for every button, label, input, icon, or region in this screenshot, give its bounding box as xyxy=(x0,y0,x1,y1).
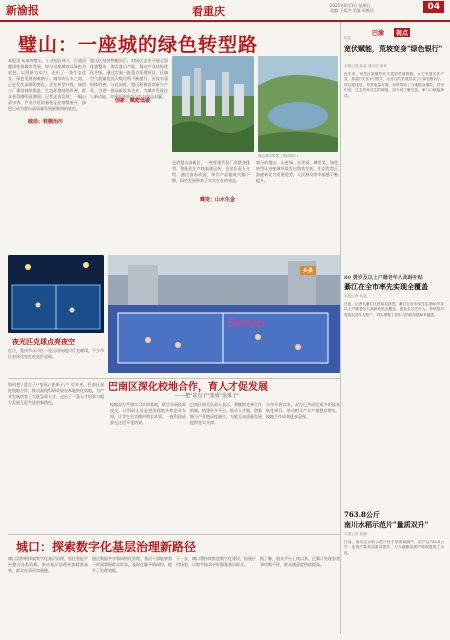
lead-article-column-4: 走进璧山高新区，一座座现代化厂房整齐排列，智能化生产线高速运转。企业负责人介绍，通过技术改造，单位产品能耗大幅下降，绿色发展带来了实实在在的效益。 xyxy=(172,160,250,183)
chengkou-story-column-3: 下一步，城口将持续推进数字化建设，拓展应用场景，让数字技术更好服务基层群众。 xyxy=(176,556,256,567)
banan-story-column-1: 如何把\"盆点子\"变成\"金果子\"？近年来，巴南区深化校地合作，推动高校科研成果在本地转化落地，为产业发展培育了大批急需人才，走出了一条人才培养与地方发展互促共进的新路径。 xyxy=(8,382,104,405)
newspaper-logo: 新渝报 xyxy=(6,4,39,17)
headline-badge: 头条 xyxy=(300,266,316,275)
chengkou-story-column-2: 通过数据共享和网格化管理，基层干部能够第一时间掌握群众诉求，及时化解矛盾纠纷，提升了治理效能。 xyxy=(92,556,172,573)
banan-story-column-3: 巴南区相关负责人表示，将继续完善合作机制，搭建更多平台，推动人才链、创新链与产业链深度融合，为地方高质量发展提供坚实支撑。 xyxy=(190,402,262,425)
side-byline-2: 本报记者 某某 xyxy=(344,294,367,298)
section-name: 看重庆 xyxy=(192,5,225,18)
photo2-caption: 璧山城市风景（资料图片） xyxy=(258,154,300,158)
side-headline-2a: 80 费岁及以上户籍老年人高龄补贴 xyxy=(344,275,423,281)
side-article-3: 日前，南川区水稻示范片经专家现场测产，亩产达763.8公斤，实现产量和品质双提升，为当地粮食增产增收提供了示范。 xyxy=(344,540,444,555)
masthead xyxy=(0,0,450,22)
banan-story-column-4: 合作开展以来，双方已共同完成多项技术转化项目，带动相关产业产值稳步增长，校地合作成效逐步显现。 xyxy=(266,402,340,419)
lead-photo-park xyxy=(258,56,338,152)
night-story-text: 近日，重庆市永川区一处运动场地内灯光璀璨，不少市民来到这里打夜光匹克球。 xyxy=(8,348,104,359)
sub-heading-breakthrough: 破局：铁腕治污 xyxy=(28,119,64,125)
side-byline-3: 本报记者 某某 xyxy=(344,532,367,536)
sub-heading-innovation: 创新：赋能低碳 xyxy=(115,98,151,104)
night-pickleball-photo xyxy=(8,255,104,333)
banan-story-title: 巴南区深化校地合作，育人才促发展 xyxy=(108,382,268,393)
lead-article-column-1: 本报讯 从前的璧山，工业园区林立，污染问题困扰着城市发展。如今这座城市以绿色为底色，以创新为动力，走出了一条生态优先、绿色发展的新路子。城市的山水之间，正在发生深刻的变化。企业转型升级，绿色工厂建设持续推进，生态环境持续改善，群众获得感明显增强。记者走访发现，一幅山清水秀、产业兴旺的画卷正在徐徐展开，绿色已成为璧山高质量发展最鲜明的底色。 xyxy=(8,58,86,111)
side-headline-3a: 763.8公斤 xyxy=(344,510,380,519)
banan-story-column-2: 校地双方共建实习实训基地，联合开展技术攻关，让科研人员走进田间地头和企业车间，让学生在实践中增长本领。一批科技成果在这里开花结果。 xyxy=(110,402,186,425)
side-column xyxy=(342,22,446,634)
side-divider xyxy=(340,22,341,634)
main-headline: 璧山：一座城的绿色转型路 xyxy=(18,34,259,56)
svg-text:Bishan: Bishan xyxy=(228,316,265,330)
night-story-title: 夜光匹克球点亮夜空 xyxy=(12,337,75,346)
side-headline-2b: 綦江在全市率先实现全覆盖 xyxy=(344,282,428,291)
chengkou-story-column-4: 据了解，相关平台上线以来，已累计处理各类事项数千件，群众满意度持续提高。 xyxy=(260,556,340,567)
side-article-1: 近年来，荣昌区某镇依托丰富的荒坡资源，大力发展光伏产业，探索\"光伏+\"模式，让昔日的荒坡变成了\"绿色银行\"。项目建成后，年发电量可观，有效带动了当地群众增收。村民们说，过去荒草丛生的坡地，如今成了聚宝盆，家门口就能挣钱。 xyxy=(344,72,444,98)
side-headline-1: 宽伏赋能，荒坡变身"绿色银行" xyxy=(344,44,443,53)
lead-article-column-2: 璧山区坚持铁腕治污，对园区企业开展全面排查整治，淘汰落后产能，推动产业结构优化升级。通过实施一批重点治理项目，区域空气质量优良天数比例不断提升，河流水质持续改善。与此同时，璧山积极培育新兴产业，引进一批高新技术企业，为城市发展注入新动能，实现经济效益与生态效益双赢。 xyxy=(90,58,168,99)
chengkou-story-column-1: 城口县积极探索数字化基层治理，依托智能平台整合各类资源，推动基层治理更加精准高效，群众办事更加便捷。 xyxy=(8,556,88,573)
park-photo-illustration xyxy=(258,56,338,152)
chengkou-story-title: 城口：探索数字化基层治理新路径 xyxy=(16,540,197,554)
city-photo-illustration xyxy=(172,56,254,152)
divider-line-2 xyxy=(8,534,340,535)
lead-article-column-5: 如今的璧山，山更绿、水更清、城更美。绿色转型让这座城市焕发出勃勃生机，生态优势正加速转化为发展优势，人民群众的幸福感不断提升。 xyxy=(256,160,338,183)
side-headline-3b: 南川水稻示范片"量质双升" xyxy=(344,520,429,529)
side-byline-1: 本报记者 某某 通讯员 某某 xyxy=(344,64,387,68)
page-number: 04 xyxy=(423,1,444,13)
side-section-tag: 综述 xyxy=(344,36,352,40)
issue-meta: 2025年8月3日 星期日 责编 王邦洪 美编 周艳玲 xyxy=(330,3,374,13)
sub-heading-transformation: 蝶变：山水生金 xyxy=(200,197,236,203)
lead-photo-city xyxy=(172,56,254,152)
side-article-2: 日前，记者从綦江区民政局获悉，綦江在全市率先实现80岁及以上户籍老年人高龄补贴全覆盖，惠及全区老年人。补贴按月发放至老年人账户，切实增强了老年人的获得感和幸福感。 xyxy=(344,302,444,317)
night-pickleball-illustration xyxy=(8,255,104,333)
side-section-label: 巴渝 xyxy=(372,30,385,37)
banan-story-subtitle: ——把"盆点子"变成"金果子" xyxy=(175,393,240,399)
side-section-label-2: 视点 xyxy=(396,30,409,37)
